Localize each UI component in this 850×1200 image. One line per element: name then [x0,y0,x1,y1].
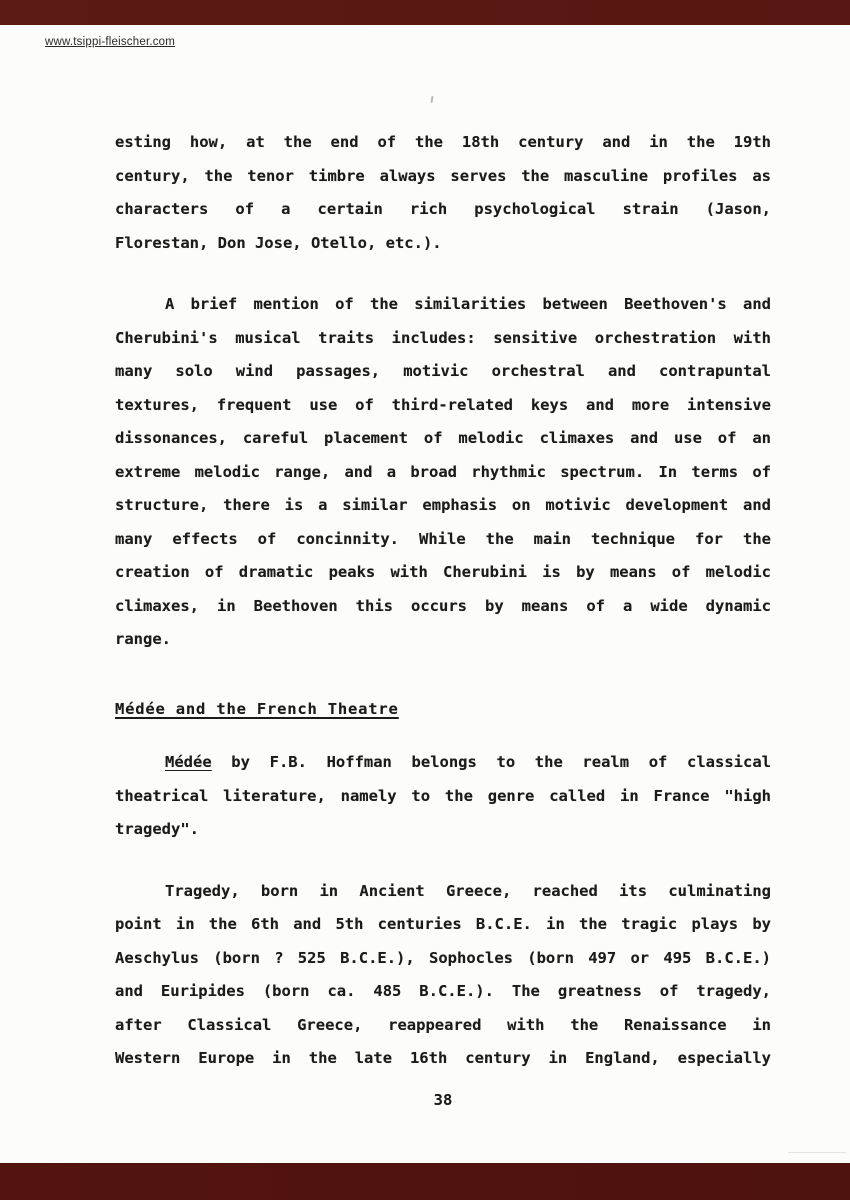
text-line: Médée by F.B. Hoffman belongs to the realm of classical [165,753,771,771]
text-line: textures, frequent use of third-related keys and more intensive [115,395,771,414]
paragraph [115,746,771,847]
text-line: Aeschylus (born ? 525 B.C.E.), Sophocles (born 497 or 495 B.C.E.) [115,948,771,967]
document-body [115,126,771,1076]
text-line: extreme melodic range, and a broad rhythmic spectrum. In terms of [115,462,771,481]
text-line: Tragedy, born in Ancient Greece, reached its culminating [165,881,771,900]
paragraph [115,875,771,1076]
underlined-title-text: Médée [165,753,212,771]
text-line: point in the 6th and 5th centuries B.C.E. in the tragic plays by [115,915,771,933]
text-line: many solo wind passages, motivic orchestral and contrapuntal [115,362,771,380]
text-line: tragedy". [115,820,199,838]
text-line: and Euripides (born ca. 485 B.C.E.). The greatness of tragedy, [115,982,771,1000]
section-heading: Médée and the French Theatre [115,699,399,718]
site-url-link[interactable]: www.tsippi-fleischer.com [45,36,176,48]
text-line: Cherubini's musical traits includes: sensitive orchestration with [115,328,771,347]
text-line: esting how, at the end of the 18th century and in the 19th [115,133,771,151]
text-line: structure, there is a similar emphasis on motivic development and [115,496,771,514]
text-line: after Classical Greece, reappeared with the Renaissance in [115,1015,771,1034]
text-line: theatrical literature, namely to the genre called in France "high [115,786,771,805]
text-line: range. [115,630,171,648]
paragraph [115,288,771,657]
page-number: 38 [433,1091,453,1109]
text-line: A brief mention of the similarities between Beethoven's and [165,295,771,313]
text-line: Florestan, Don Jose, Otello, etc.). [115,233,442,252]
bottom-maroon-banner [0,1163,850,1200]
top-maroon-banner [0,0,850,25]
text-line: many effects of concinnity. While the main technique for the [115,529,771,548]
scan-speck-artifact [431,96,434,103]
text-line: characters of a certain rich psychological strain (Jason, [115,200,771,218]
text-line: Western Europe in the late 16th century in England, especially [115,1049,771,1067]
text-line: century, the tenor timbre always serves the masculine profiles as [115,166,771,185]
text-line: creation of dramatic peaks with Cherubini is by means of melodic [115,563,771,581]
paragraph [115,126,771,260]
text-line: climaxes, in Beethoven this occurs by means of a wide dynamic [115,596,771,615]
text-line: dissonances, careful placement of melodic climaxes and use of an [115,429,771,447]
